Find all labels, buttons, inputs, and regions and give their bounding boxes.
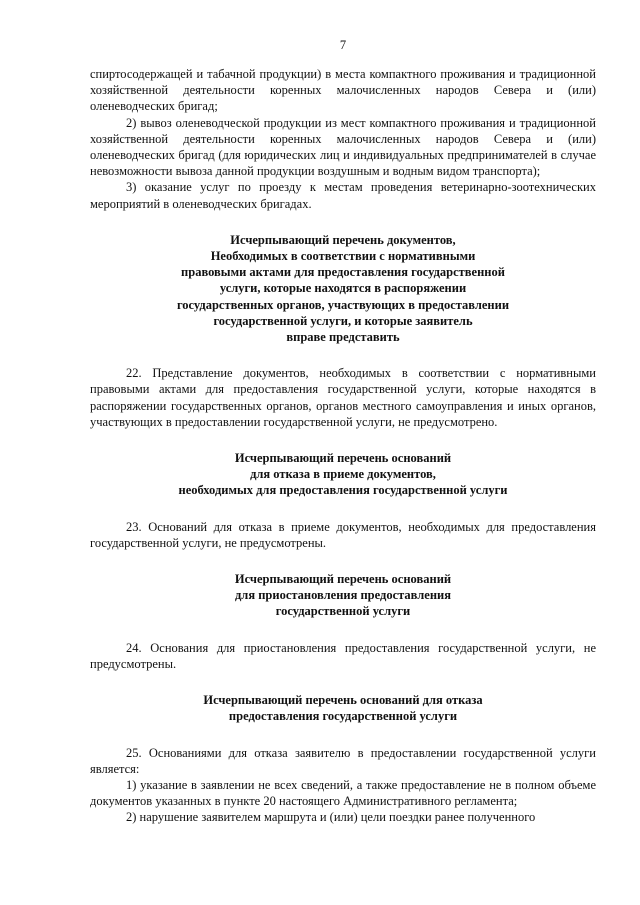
paragraph-continuation: спиртосодержащей и табачной продукции) в места компактного проживания и традиционной хозяйственной деятельности коренных малочисленных народов Севера и (или) оленеводческих бригад; xyxy=(90,67,596,114)
heading-line: для приостановления предоставления xyxy=(234,588,451,603)
paragraph-24: 24. Основания для приостановления предоставления государственной услуги, не предусмотрены. xyxy=(90,640,596,671)
heading-line: вправе представить xyxy=(286,330,400,345)
heading-line: необходимых для предоставления государственной услуги xyxy=(178,483,508,498)
section-heading-suspension xyxy=(90,571,596,620)
heading-line: для отказа в приеме документов, xyxy=(250,467,436,482)
paragraph-25: 25. Основаниями для отказа заявителю в предоставлении государственной услуги является: xyxy=(90,745,596,776)
paragraph-22: 22. Представление документов, необходимых в соответствии с нормативными правовыми актами для предоставления государственной услуги, которые находятся в распоряжении государственных органов, органов местного самоуправления и иных органов, участвующих в предоставлении государственной услуги, не предусмотрено. xyxy=(90,366,596,429)
paragraph-item-2: 2) вывоз оленеводческой продукции из мест компактного проживания и традиционной хозяйственной деятельности коренных малочисленных народов Севера и (или) оленеводческих бригад (для юридических лиц и индивидуальных предпринимателей в случае невозможности вывоза данной продукции воздушным и водным видом транспорта); xyxy=(90,115,596,179)
heading-line: Исчерпывающий перечень оснований для отказа xyxy=(203,693,483,708)
paragraph-item-3: 3) оказание услуг по проезду к местам проведения ветеринарно-зоотехнических мероприятий в оленеводческих бригадах. xyxy=(90,180,596,211)
section-heading-refusal-service xyxy=(90,692,596,724)
section-heading-refusal-acceptance xyxy=(90,450,596,499)
heading-line: Исчерпывающий перечень оснований xyxy=(234,451,452,466)
section-heading-documents xyxy=(90,232,596,345)
paragraph-25-item-1: 1) указание в заявлении не всех сведений, а также предоставление не в полном объеме документов указанных в пункте 20 настоящего Административного регламента; xyxy=(90,777,596,809)
page-number: 7 xyxy=(339,38,347,52)
heading-line: услуги, которые находятся в распоряжении xyxy=(219,281,467,296)
heading-line: Исчерпывающий перечень документов, xyxy=(230,232,456,247)
heading-line: государственной услуги, и которые заявитель xyxy=(213,313,473,328)
heading-line: правовыми актами для предоставления государственной xyxy=(181,265,505,280)
heading-line: государственных органов, участвующих в предоставлении xyxy=(176,297,510,312)
paragraph-25-item-2: 2) нарушение заявителем маршрута и (или) цели поездки ранее полученного xyxy=(126,810,536,825)
heading-line: Необходимых в соответствии с нормативными xyxy=(210,249,476,264)
heading-line: предоставления государственной услуги xyxy=(228,709,458,724)
document-page xyxy=(90,0,596,905)
document-body xyxy=(90,66,596,826)
heading-line: государственной услуги xyxy=(275,604,411,619)
paragraph-23: 23. Оснований для отказа в приеме документов, необходимых для предоставления государственной услуги, не предусмотрены. xyxy=(90,519,596,550)
heading-line: Исчерпывающий перечень оснований xyxy=(234,572,452,587)
